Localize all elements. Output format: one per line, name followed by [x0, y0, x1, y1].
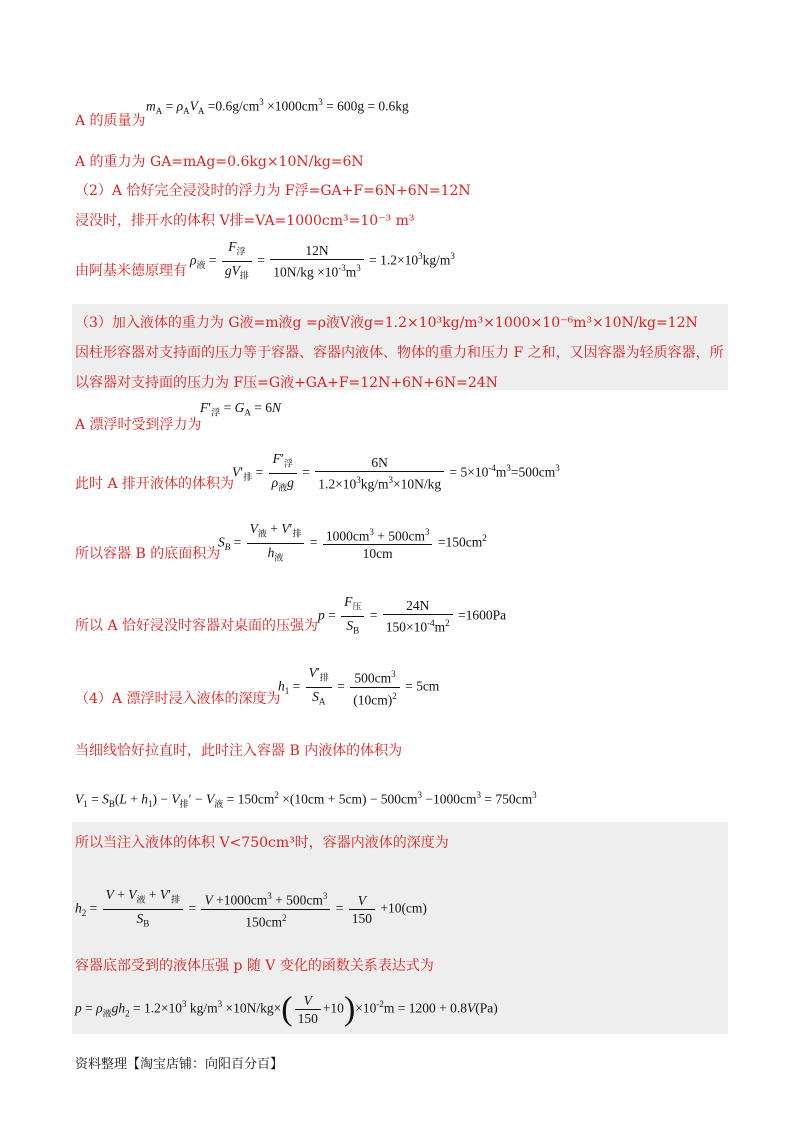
- text-line-12: 所以 A 恰好浸没时容器对桌面的压强为: [75, 618, 319, 634]
- equation-5: $S_B$ = $\frac{V_液 + V'_排}{h_液}$ = $\frac{1000cm^3 + 500cm^3}{10cm}$ $=150cm^2$: [218, 521, 487, 563]
- text-line-3: （2）A 恰好完全浸没时的浮力为 F浮=GA+F=6N+6N=12N: [75, 183, 471, 199]
- text-line-15: 所以当注入液体的体积 V<750cm³时，容器内液体的深度为: [75, 835, 449, 851]
- text-line-7: 因柱形容器对支持面的压力等于容器、容器内液体、物体的重力和压力 F 之和，又因容器为轻质容器，所: [75, 345, 724, 361]
- footer-source: 资料整理【淘宝店铺：向阳百分百】: [75, 1057, 284, 1072]
- text-line-10: 此时 A 排开液体的体积为: [75, 476, 235, 492]
- text-line-11: 所以容器 B 的底面积为: [75, 546, 221, 562]
- text-line-4: 浸没时，排开水的体积 V排=VA=1000cm³=10⁻³ m³: [75, 213, 415, 229]
- text-line-16: 容器底部受到的液体压强 p 随 V 变化的函数关系表达式为: [75, 958, 434, 974]
- text-line-2: A 的重力为 GA=mAg=0.6kg×10N/kg=6N: [75, 154, 364, 170]
- text-line-13: （4）A 漂浮时浸入液体的深度为: [75, 691, 281, 707]
- equation-10: $p = \rho_液gh_2 = 1.2\times 10^3$ $kg/m^3 \times 10N/kg\times$( $\frac{V}{150}$ $+10)\times 10^{-2}m = 1200 + 0.8V(Pa)$: [75, 990, 498, 1028]
- text-line-9: A 漂浮时受到浮力为: [75, 417, 202, 433]
- equation-9: $h_2$ = $\frac{V + V_液 + V'_排}{S_B}$ = $\frac{V +1000cm^3 + 500cm^3}{150cm^2}$ = $\frac{V}{150}$ +10(cm): [75, 887, 427, 930]
- text-line-8: 以容器对支持面的压力为 F压=G液+GA+F=12N+6N+6N=24N: [75, 375, 498, 391]
- equation-4: $V'_排$ = $\frac{F'_浮}{\rho_液g}$ = $\frac{6N}{1.2\times 10^3kg/m^3\times 10N/kg}$ = $5\times 10^{-4}m^3=500cm^3$: [232, 451, 560, 493]
- text-line-6: （3）加入液体的重力为 G液=m液g =ρ液V液g=1.2×10³kg/m³×1000×10⁻⁶m³×10N/kg=12N: [75, 315, 698, 331]
- equation-1: $m_A = \rho_AV_A =0.6g/cm^3 \times 1000cm^3 = 600g = 0.6kg$: [146, 97, 409, 117]
- equation-3: $F'_浮 = G_A = 6N$: [200, 400, 281, 418]
- text-line-5: 由阿基米德原理有: [75, 263, 187, 279]
- text-line-1: A 的质量为: [75, 113, 146, 129]
- equation-7: $h_1$ = $\frac{V'_排}{S_A}$ = $\frac{500cm^3}{(10cm)^2}$ = 5cm: [278, 665, 440, 708]
- equation-8: $V_1 = S_B(L + h_1) - V_排' - V_液 = 150cm^2 \times(10cm + 5cm) - 500cm^3 -1000cm^3 = 750cm^3$: [75, 790, 537, 810]
- equation-2: $\rho_液$ = $\frac{F_浮}{gV_排}$ = $\frac{12N}{10N/kg \times 10^{-3}m^3}$ = $1.2\times 10^3kg/m^3$: [190, 239, 455, 281]
- text-line-14: 当细线恰好拉直时，此时注入容器 B 内液体的体积为: [75, 743, 403, 759]
- equation-6: p = $\frac{F_压}{S_B}$ = $\frac{24N}{150\times 10^{-4}m^2}$ =1600Pa: [318, 594, 507, 636]
